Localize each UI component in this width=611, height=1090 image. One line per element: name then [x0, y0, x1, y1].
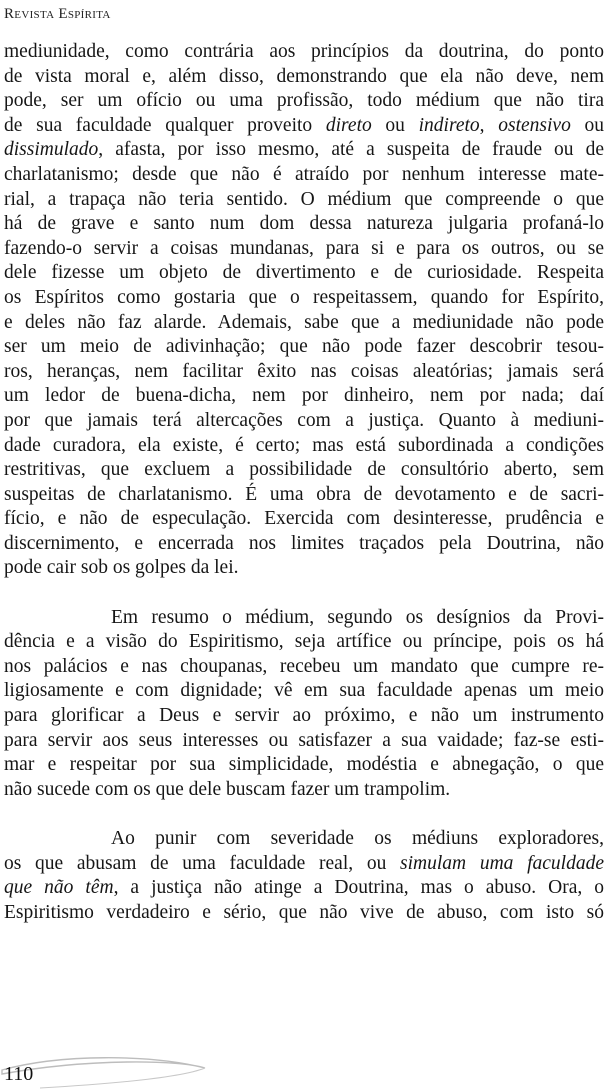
paragraph — [4, 827, 604, 925]
text-line — [4, 655, 604, 680]
text-line — [4, 261, 604, 286]
text-run: ros, heranças, nem facilitar êxito nas coisas aleatórias; jamais será — [4, 360, 604, 382]
text-line — [4, 360, 604, 385]
text-line — [4, 556, 604, 581]
text-line — [4, 606, 604, 631]
running-head: Revista Espírita — [4, 6, 111, 22]
text-run: há de grave e santo num dom dessa natureza julgaria profaná-lo — [4, 213, 604, 235]
text-line — [4, 778, 604, 803]
text-run: de vista moral e, além disso, demonstrando que ela não deve, nem — [4, 65, 604, 87]
text-run: ou — [570, 114, 605, 136]
text-run: os Espíritos como gostaria que o respeitassem, quando for Espírito, — [4, 286, 604, 308]
text-line — [4, 89, 604, 114]
text-run: , — [479, 114, 499, 136]
text-run: para servir aos seus interesses ou satisfazer a sua vaidade; faz-se esti- — [4, 729, 604, 751]
text-run: fazendo-o servir a coisas mundanas, para si e para os outros, ou se — [4, 237, 604, 259]
text-line — [4, 507, 604, 532]
text-line — [4, 40, 604, 65]
text-run: mar e respeitar por sua simplicidade, modéstia e abnegação, o que — [4, 754, 604, 776]
italic-text: indireto — [418, 114, 480, 136]
text-run: dele fizesse um objeto de divertimento e de curiosidade. Respeita — [4, 262, 604, 284]
text-run: mediunidade, como contrária aos princípios da doutrina, do ponto — [4, 41, 604, 62]
text-run: Em resumo o médium, segundo os desígnios da Provi- — [111, 606, 604, 628]
text-line — [4, 237, 604, 262]
text-run: não sucede com os que dele buscam fazer um trampolim. — [4, 778, 451, 800]
text-line — [4, 704, 604, 729]
text-run: ou — [371, 114, 419, 136]
italic-text: que não têm — [4, 877, 114, 899]
text-line — [4, 114, 604, 139]
page-number: 110 — [4, 1063, 34, 1085]
text-line — [4, 729, 604, 754]
text-run: fício, e não de especulação. Exercida com desinteresse, prudência e — [4, 508, 604, 530]
page-corner-swoosh — [0, 1048, 260, 1090]
italic-text: dissimulado — [4, 139, 99, 161]
text-run: charlatanismo; desde que não é atraído por nenhum interesse mate- — [4, 163, 604, 185]
text-run: para glorificar a Deus e servir ao próximo, e não um instrumento — [4, 705, 604, 727]
text-run: discernimento, e encerrada nos limites traçados pela Doutrina, não — [4, 532, 604, 554]
italic-text: simulam uma faculdade — [400, 852, 604, 874]
text-line — [4, 138, 604, 163]
text-run: , afasta, por isso mesmo, até a suspeita de fraude ou de — [98, 139, 604, 161]
text-run: de sua faculdade qualquer proveito — [4, 114, 326, 136]
text-run: ser um meio de adivinhação; que não pode fazer descobrir tesou- — [4, 336, 604, 358]
text-line — [4, 163, 604, 188]
text-line — [4, 532, 604, 557]
text-run: ligiosamente e com dignidade; vê em sua faculdade apenas um meio — [4, 680, 604, 702]
text-line — [4, 434, 604, 459]
text-run: Espiritismo verdadeiro e sério, que não vive de abuso, com isto só — [4, 901, 604, 923]
text-run: um ledor de buena-dicha, nem por dinheiro, nem por nada; daí — [4, 385, 604, 407]
text-line — [4, 483, 604, 508]
paragraph — [4, 40, 604, 581]
text-line — [4, 335, 604, 360]
text-line — [4, 65, 604, 90]
text-run: pode cair sob os golpes da lei. — [4, 557, 239, 579]
text-line — [4, 311, 604, 336]
text-run: dência e a visão do Espiritismo, seja artífice ou príncipe, pois os há — [4, 631, 604, 653]
italic-text: ostensivo — [498, 114, 571, 136]
text-line — [4, 679, 604, 704]
text-run: , a justiça não atinge a Doutrina, mas o abuso. Ora, o — [113, 877, 605, 899]
text-run: e deles não faz alarde. Ademais, sabe que a mediunidade não pode — [4, 311, 604, 333]
text-line — [4, 753, 604, 778]
text-line — [4, 458, 604, 483]
text-run: rial, a trapaça não teria sentido. O médium que compreende o que — [4, 188, 604, 210]
text-line — [4, 188, 604, 213]
text-body — [4, 40, 604, 925]
text-line — [4, 827, 604, 852]
text-run: os que abusam de uma faculdade real, ou — [4, 852, 401, 874]
text-run: restritivas, que excluem a possibilidade de consultório aberto, sem — [4, 459, 604, 481]
text-line — [4, 852, 604, 877]
text-line — [4, 876, 604, 901]
text-line — [4, 384, 604, 409]
text-line — [4, 286, 604, 311]
text-run: por que jamais terá altercações com a justiça. Quanto à mediuni- — [4, 409, 604, 431]
text-run: pode, ser um ofício ou uma profissão, todo médium que não tira — [4, 90, 604, 112]
text-line — [4, 409, 604, 434]
text-run: suspeitas de charlatanismo. É uma obra de devotamento e de sacri- — [4, 483, 604, 505]
text-run: Ao punir com severidade os médiuns exploradores, — [111, 828, 604, 849]
paragraph — [4, 606, 604, 803]
italic-text: direto — [325, 114, 372, 136]
text-line — [4, 901, 604, 926]
text-run: dade curadora, ela existe, é certo; mas está subordinada a condições — [4, 434, 604, 456]
text-line — [4, 212, 604, 237]
text-line — [4, 630, 604, 655]
text-run: nos palácios e nas choupanas, recebeu um mandato que cumpre re- — [4, 655, 604, 677]
